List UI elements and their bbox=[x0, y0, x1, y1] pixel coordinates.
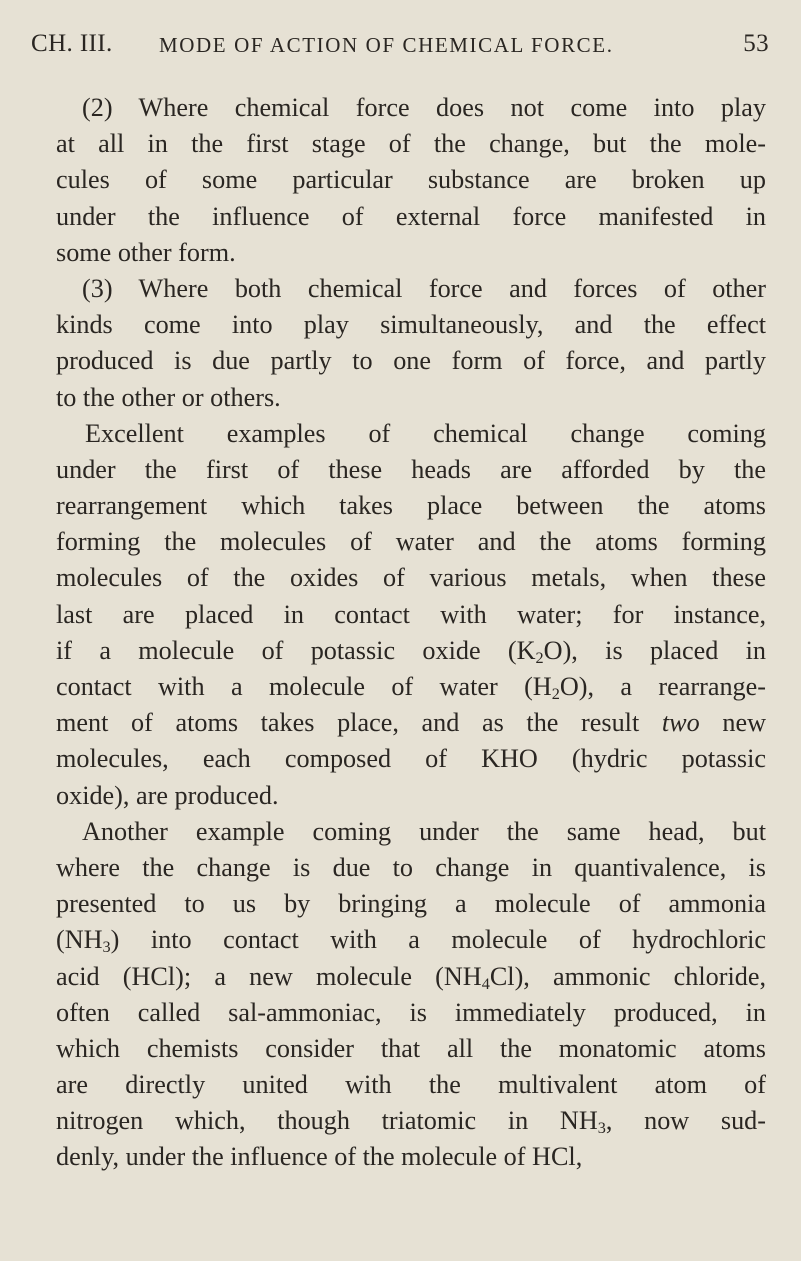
text-line: Another example coming under the same head, but bbox=[82, 816, 766, 846]
text-run: Cl), ammonic chloride, bbox=[489, 961, 767, 991]
text-line: kinds come into play simultaneously, and the effect bbox=[56, 310, 766, 340]
text-line: some other form. bbox=[56, 237, 236, 267]
text-line: (3) Where both chemical force and forces of other bbox=[82, 273, 766, 303]
text-line: forming the molecules of water and the atoms forming bbox=[56, 527, 766, 557]
text-line: under the influence of external force manifested in bbox=[56, 201, 766, 231]
text-line: molecules, each composed of KHO (hydric potassic bbox=[56, 744, 766, 774]
chapter-title: MODE OF ACTION OF CHEMICAL FORCE. bbox=[159, 33, 614, 57]
text-line bbox=[56, 669, 766, 705]
text-line bbox=[56, 922, 766, 958]
text-line: cules of some particular substance are broken up bbox=[56, 165, 766, 195]
text-line bbox=[56, 705, 766, 741]
text-line: where the change is due to change in quantivalence, is bbox=[56, 852, 766, 882]
text-run: contact with a molecule of water (H bbox=[56, 672, 552, 701]
text-line bbox=[56, 633, 766, 669]
subscript: 3 bbox=[102, 938, 111, 957]
text-line: oxide), are produced. bbox=[56, 780, 279, 810]
text-run: acid (HCl); a new molecule (NH bbox=[56, 961, 482, 991]
text-line: Excellent examples of chemical change coming bbox=[85, 418, 766, 448]
text-line: are directly united with the multivalent atom of bbox=[56, 1070, 766, 1100]
text-line: rearrangement which takes place between the atoms bbox=[56, 491, 766, 521]
text-line: last are placed in contact with water; for instance, bbox=[56, 599, 766, 629]
text-run: (NH bbox=[56, 925, 103, 955]
chapter-label: CH. III. bbox=[31, 30, 113, 57]
text-run: , now sud- bbox=[605, 1106, 766, 1136]
text-run: O), is placed in bbox=[543, 635, 766, 665]
italic-word: two bbox=[661, 708, 700, 738]
text-run: nitrogen which, though triatomic in NH bbox=[56, 1106, 598, 1136]
text-line: presented to us by bringing a molecule of ammonia bbox=[56, 889, 766, 919]
text-run: ment of atoms takes place, and as the result bbox=[56, 708, 662, 738]
text-line: under the first of these heads are afforded by the bbox=[56, 454, 766, 484]
text-line: produced is due partly to one form of force, and partly bbox=[56, 346, 766, 376]
text-line bbox=[56, 1103, 766, 1139]
text-run: ) into contact with a molecule of hydrochloric bbox=[110, 925, 766, 955]
running-head bbox=[31, 30, 769, 70]
body-text bbox=[56, 90, 766, 1176]
text-line: (2) Where chemical force does not come into play bbox=[82, 93, 766, 122]
subscript: 4 bbox=[481, 974, 490, 993]
text-line: denly, under the influence of the molecule of HCl, bbox=[56, 1142, 583, 1172]
text-line: often called sal-ammoniac, is immediately produced, in bbox=[56, 997, 766, 1027]
text-line: at all in the first stage of the change, but the mole- bbox=[56, 129, 766, 159]
text-run: new bbox=[699, 708, 766, 738]
text-line: to the other or others. bbox=[56, 382, 281, 412]
text-run: O), a rearrange- bbox=[559, 672, 766, 701]
subscript: 2 bbox=[551, 685, 560, 704]
text-line bbox=[56, 959, 766, 995]
page-number: 53 bbox=[743, 30, 769, 57]
subscript: 3 bbox=[597, 1119, 606, 1138]
text-line: molecules of the oxides of various metals, when these bbox=[56, 563, 766, 593]
text-run: if a molecule of potassic oxide (K bbox=[56, 635, 536, 665]
text-line: which chemists consider that all the monatomic atoms bbox=[56, 1033, 766, 1063]
subscript: 2 bbox=[535, 648, 544, 667]
